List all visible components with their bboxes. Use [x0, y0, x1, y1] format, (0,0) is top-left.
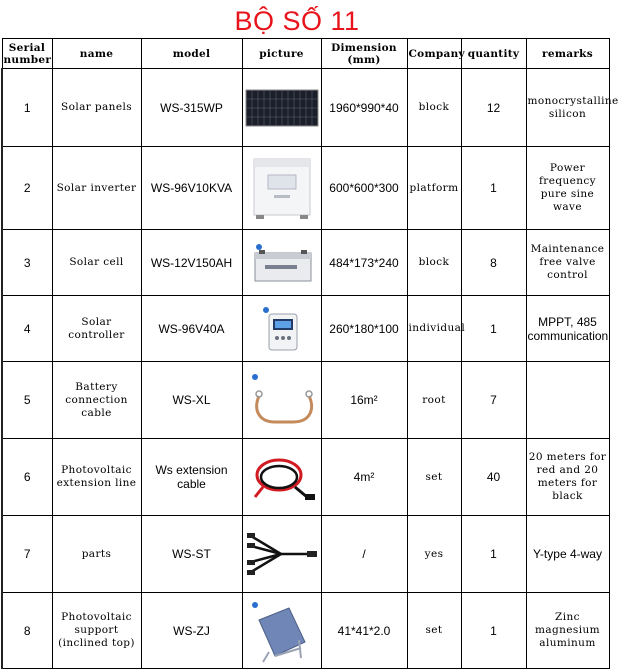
cell-quantity: 1	[461, 516, 526, 593]
cell-picture	[242, 362, 321, 439]
cell-name: Battery connection cable	[52, 362, 141, 439]
cell-name: Photovoltaic extension line	[52, 439, 141, 516]
cell-company: set	[407, 439, 461, 516]
cell-name: Photovoltaic support (inclined top)	[52, 593, 141, 669]
cell-quantity: 1	[461, 296, 526, 362]
cell-model: WS-ST	[141, 516, 242, 593]
cell-dimension: 4m²	[321, 439, 407, 516]
solar-panel-icon	[245, 88, 319, 128]
page-title: BỘ SỐ 11	[234, 6, 360, 36]
cell-picture	[242, 147, 321, 230]
cell-company: block	[407, 230, 461, 296]
table-row	[2, 69, 609, 147]
table-row	[2, 439, 609, 516]
table-row	[2, 230, 609, 296]
cell-model: Ws extension cable	[141, 439, 242, 516]
cell-dimension: 600*600*300	[321, 147, 407, 230]
cell-model: WS-ZJ	[141, 593, 242, 669]
table-row	[2, 593, 609, 669]
cell-company: yes	[407, 516, 461, 593]
cell-picture	[242, 69, 321, 147]
table-row	[2, 147, 609, 230]
cell-quantity: 8	[461, 230, 526, 296]
cell-serial: 6	[2, 439, 52, 516]
cell-remarks: Power frequency pure sine wave	[526, 147, 609, 230]
cell-remarks: Y-type 4-way	[526, 516, 609, 593]
cell-picture	[242, 516, 321, 593]
cell-company: block	[407, 69, 461, 147]
cell-serial: 1	[2, 69, 52, 147]
cell-remarks: monocrystalline silicon	[526, 69, 609, 147]
header-picture: picture	[242, 39, 321, 69]
header-quantity: quantity	[461, 39, 526, 69]
cell-serial: 7	[2, 516, 52, 593]
cell-picture	[242, 296, 321, 362]
cell-picture	[242, 230, 321, 296]
cell-remarks: 20 meters for red and 20 meters for black	[526, 439, 609, 516]
battery-icon	[247, 241, 317, 285]
cell-quantity: 1	[461, 593, 526, 669]
cell-remarks	[526, 362, 609, 439]
cell-dimension: 260*180*100	[321, 296, 407, 362]
cell-quantity: 1	[461, 147, 526, 230]
cell-serial: 5	[2, 362, 52, 439]
mounting-bracket-icon	[245, 598, 319, 664]
header-serial: Serial number	[2, 39, 52, 69]
cell-quantity: 40	[461, 439, 526, 516]
cell-model: WS-12V150AH	[141, 230, 242, 296]
cell-dimension: 1960*990*40	[321, 69, 407, 147]
cell-quantity: 7	[461, 362, 526, 439]
y-connector-icon	[245, 524, 319, 584]
battery-cable-icon	[245, 370, 319, 430]
cell-name: Solar controller	[52, 296, 141, 362]
header-company: Company	[407, 39, 461, 69]
table-row	[2, 362, 609, 439]
cell-company: root	[407, 362, 461, 439]
cell-model: WS-315WP	[141, 69, 242, 147]
cell-model: WS-XL	[141, 362, 242, 439]
inverter-cabinet-icon	[250, 155, 314, 221]
cell-dimension: 484*173*240	[321, 230, 407, 296]
cell-company: individual	[407, 296, 461, 362]
cell-serial: 4	[2, 296, 52, 362]
cell-serial: 8	[2, 593, 52, 669]
table-row	[2, 296, 609, 362]
cell-remarks: Zinc magnesium aluminum	[526, 593, 609, 669]
cell-name: Solar inverter	[52, 147, 141, 230]
cell-picture	[242, 439, 321, 516]
cell-model: WS-96V40A	[141, 296, 242, 362]
cell-dimension: /	[321, 516, 407, 593]
header-model: model	[141, 39, 242, 69]
cell-serial: 2	[2, 147, 52, 230]
header-row	[2, 39, 609, 69]
cell-company: set	[407, 593, 461, 669]
charge-controller-icon	[257, 304, 307, 354]
cell-picture	[242, 593, 321, 669]
cell-name: Solar cell	[52, 230, 141, 296]
cell-name: Solar panels	[52, 69, 141, 147]
extension-cable-icon	[245, 447, 319, 507]
cell-name: parts	[52, 516, 141, 593]
cell-company: platform	[407, 147, 461, 230]
cell-dimension: 41*41*2.0	[321, 593, 407, 669]
cell-quantity: 12	[461, 69, 526, 147]
header-name: name	[52, 39, 141, 69]
table-row	[2, 516, 609, 593]
header-dimension: Dimension (mm)	[321, 39, 407, 69]
header-remarks: remarks	[526, 39, 609, 69]
cell-model: WS-96V10KVA	[141, 147, 242, 230]
cell-remarks: MPPT, 485 communication	[526, 296, 609, 362]
cell-remarks: Maintenance free valve control	[526, 230, 609, 296]
cell-dimension: 16m²	[321, 362, 407, 439]
cell-serial: 3	[2, 230, 52, 296]
product-table	[1, 38, 619, 669]
